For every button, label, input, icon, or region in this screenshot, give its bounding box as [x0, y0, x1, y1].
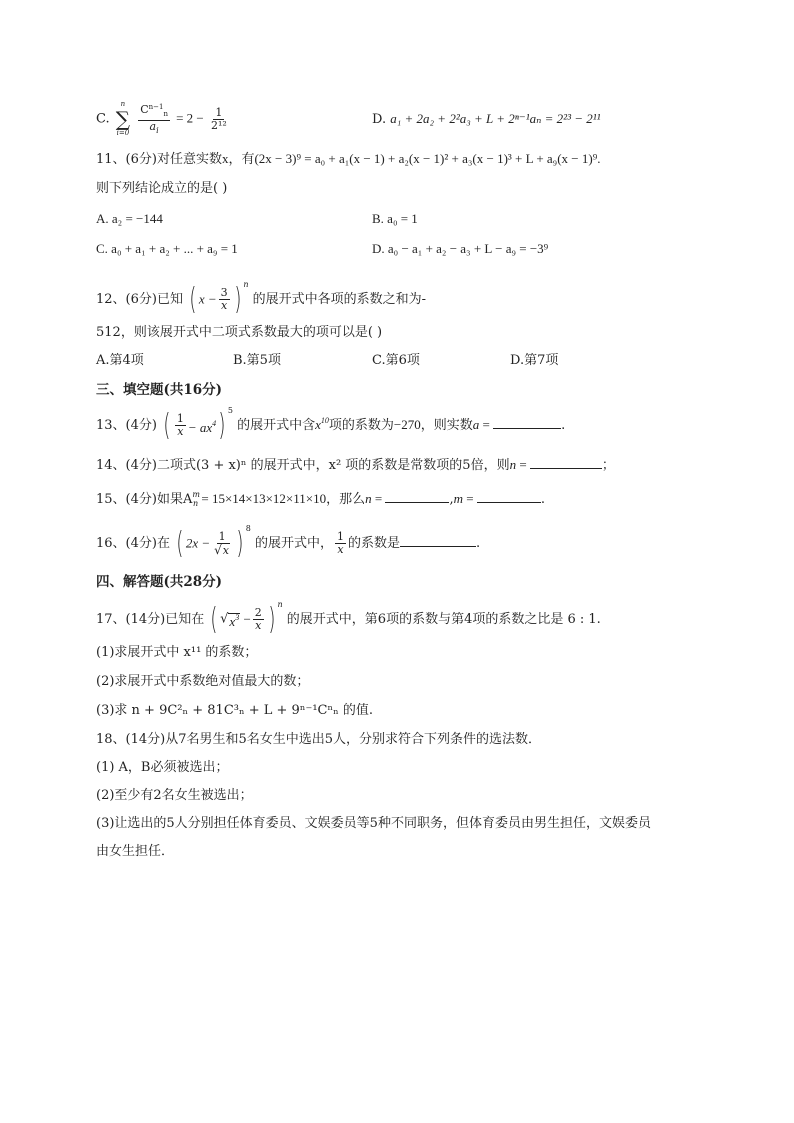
q18-part-3-cont: 由女生担任．	[96, 844, 175, 859]
q17-part-2: (2)求展开式中系数绝对值最大的数；	[96, 674, 310, 689]
q12-option-d: D.第7项	[510, 353, 559, 368]
answer-blank[interactable]	[400, 532, 476, 547]
q18-stem: 18、(14分)从7名男生和5名女生中选出5人，分别求符合下列条件的选法数．	[96, 732, 542, 747]
q18-part-1: (1) A，B必须被选出；	[96, 760, 229, 775]
section-heading: 四、解答题(共28分)	[96, 574, 223, 590]
answer-blank[interactable]	[493, 414, 561, 429]
q12-option-b: B.第5项	[233, 353, 281, 368]
q18-part-2: (2)至少有2名女生被选出；	[96, 788, 253, 803]
q17-stem: 17、(14分)已知在 ( $√x^3$ − $\frac{2}{x}$ ) $^n$ 的展开式中，第6项的系数与第4项的系数之比是 6 : 1.	[96, 600, 601, 637]
q17-part-3: (3)求 n + 9C²ₙ + 81C³ₙ + L + 9ⁿ⁻¹Cⁿₙ 的值.	[96, 703, 373, 718]
q10-option-d: D. a₁ + 2a₂ + 2²a₃ + L + 2ⁿ⁻¹aₙ = 2²³ − 2¹¹	[372, 111, 601, 127]
q17-part-1: (1)求展开式中 x¹¹ 的系数；	[96, 645, 258, 660]
q11-option-b: B. a₀ = 1	[372, 211, 418, 226]
section-heading: 三、填空题(共16分)	[96, 382, 223, 398]
q11-option-d: D. a₀ − a₁ + a₂ − a₃ + L − a₉ = −3⁹	[372, 241, 549, 256]
q15: 15、(4分)如果$A^m_n = 15\times 14\times 13\times 12\times 11\times 10$，那么n = ,m = .	[96, 490, 545, 508]
q13: 13、(4分) ( $\frac{1}{x}$ − $ax^4$) $^5$ 的展开式中含$x^{10}$项的系数为−270，则实数a = .	[96, 406, 566, 443]
q12-stem: 12、(6分)已知 ( x − $\frac{3}{x}$ ) $^n$ 的展开式中各项的系数之和为-	[96, 280, 427, 317]
fraction: $\frac{C^{n-1}_n}{a_i}$	[140, 103, 168, 135]
q11-stem: 11、(6分)对任意实数x，有(2x − 3)⁹ = a₀ + a₁(x − 1) + a₂(x − 1)² + a₃(x − 1)³ + L + a₉(x − 1)⁹.	[96, 151, 601, 167]
answer-blank[interactable]	[530, 454, 602, 469]
option-label: C.	[96, 111, 110, 127]
answer-blank[interactable]	[385, 488, 449, 503]
q18-part-3: (3)让选出的5人分别担任体育委员、文娱委员等5种不同职务，但体育委员由男生担任，文娱委员	[96, 816, 651, 831]
q12-stem-2: 512，则该展开式中二项式系数最大的项可以是( )	[96, 325, 383, 340]
q11-option-a: A. a₂ = −144	[96, 211, 163, 226]
fraction: $\frac{1}{\text{2¹²}}$	[211, 105, 227, 132]
answer-blank[interactable]	[477, 488, 541, 503]
q14: 14、(4分)二项式(3 + x)ⁿ 的展开式中，x² 项的系数是常数项的5倍，则n = ；	[96, 454, 615, 475]
q16: 16、(4分)在 ( 2x − $\frac{1}{√x}$ ) $^8$ 的展开式中， $\frac{1}{x}$ 的系数是 .	[96, 524, 481, 561]
q11-stem-2: 则下列结论成立的是( )	[96, 181, 228, 196]
q12-option-c: C.第6项	[372, 353, 420, 368]
q10-option-c: C. n ∑ i=0 $\frac{C^{n-1}_n}{a_i}$ = 2 − $\frac{1}{\text{2¹²}}$	[96, 100, 227, 137]
sum-symbol: n ∑ i=0	[115, 100, 131, 137]
q12-option-a: A.第4项	[96, 353, 144, 368]
q11-option-c: C. a₀ + a₁ + a₂ + ... + a₉ = 1	[96, 241, 238, 256]
